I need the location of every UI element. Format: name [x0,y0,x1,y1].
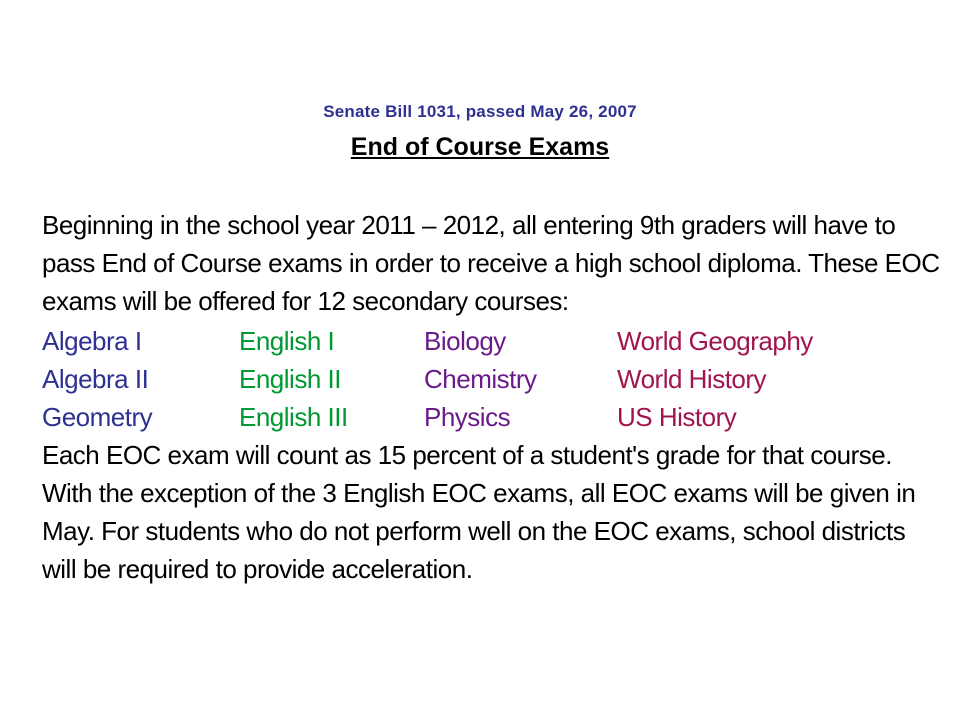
course-social-studies: US History [617,402,737,432]
course-science: Biology [424,326,506,356]
bill-reference: Senate Bill 1031, passed May 26, 2007 [323,102,637,121]
course-math: Algebra II [42,364,149,394]
course-english: English I [239,326,335,356]
course-social-studies: World History [617,364,767,394]
course-english: English III [239,402,348,432]
page-title: End of Course Exams [350,133,610,161]
course-english: English II [239,364,341,394]
course-math: Geometry [42,402,153,432]
intro-paragraph: Beginning in the school year 2011 – 2012, all entering 9th graders will have to pass End of Course exams in order to receive a high school diploma. These EOC exams will be offered for 12 secondary courses: [42,210,940,316]
course-science: Chemistry [424,364,537,394]
details-paragraph: Each EOC exam will count as 15 percent of a student's grade for that course. With the exception of the 3 English EOC exams, all EOC exams will be given in May. For students who do not perform well on the EOC exams, school districts will be required to provide acceleration. [42,440,916,584]
course-table [42,322,922,436]
course-math: Algebra I [42,326,142,356]
course-science: Physics [424,402,511,432]
course-social-studies: World Geography [617,326,813,356]
